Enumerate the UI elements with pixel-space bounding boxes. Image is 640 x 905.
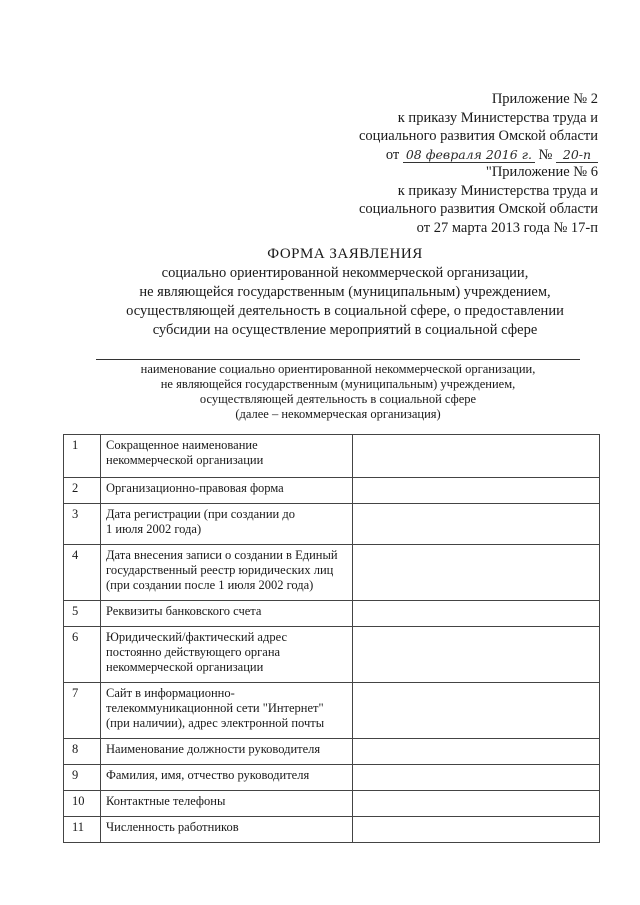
row-label [101,683,353,739]
original-appendix-title: "Приложение № 6 [485,164,598,180]
row-label [101,765,353,791]
row-label [101,478,353,504]
row-label [101,739,353,765]
row-label [101,435,353,478]
row-label-line: некоммерческой организации [106,453,264,467]
row-label-line: Фамилия, имя, отчество руководителя [106,768,310,782]
row-number: 2 [64,478,101,504]
row-label [101,817,353,843]
organization-info-table [63,434,600,843]
row-value-cell[interactable] [353,435,600,478]
table-row [64,739,600,765]
form-subtitle-line-2: не являющейся государственным (муниципальным) учреждением, [139,284,551,300]
organization-name-caption [80,362,596,422]
caption-line-3: осуществляющей деятельность в социальной сфере [199,392,477,406]
row-label-line: Реквизиты банковского счета [106,604,262,618]
row-label [101,627,353,683]
row-number: 8 [64,739,101,765]
table-row [64,817,600,843]
row-label-line: Численность работников [106,820,239,834]
row-number: 9 [64,765,101,791]
row-value-cell[interactable] [353,627,600,683]
caption-line-2: не являющейся государственным (муниципальным) учреждением, [160,377,516,391]
row-value-cell[interactable] [353,601,600,627]
table-body [64,435,600,843]
original-date-line: от 27 марта 2013 года № 17-п [416,219,598,236]
form-subtitle-line-1: социально ориентированной некоммерческой организации, [161,265,529,281]
row-label-line: Сайт в информационно- [106,686,235,700]
table-row [64,627,600,683]
row-label-line: некоммерческой организации [106,660,264,674]
row-label-line: Юридический/фактический адрес [106,630,287,644]
form-subtitle-line-4: субсидии на осуществление мероприятий в социальной сфере [152,322,538,338]
row-label-line: Сокращенное наименование [106,438,258,452]
table-row [64,765,600,791]
row-label-line: 1 июля 2002 года) [106,522,202,536]
row-number: 6 [64,627,101,683]
row-label-line: (при создании после 1 июля 2002 года) [106,578,314,592]
original-order-line: к приказу Министерства труда и [397,182,598,199]
table-row [64,504,600,545]
appendix-title: Приложение № 2 [491,91,598,107]
appendix-header [359,90,598,164]
row-number: 4 [64,545,101,601]
number-sign: № [538,146,553,163]
row-value-cell[interactable] [353,478,600,504]
organization-name-line [96,359,580,360]
handwritten-date: 08 февраля 2016 г. [403,148,535,163]
row-number: 3 [64,504,101,545]
caption-line-4: (далее – некоммерческая организация) [235,407,441,421]
appendix-date-line [359,146,598,165]
handwritten-number: 20-п [556,148,598,163]
row-label [101,545,353,601]
row-value-cell[interactable] [353,765,600,791]
row-label [101,601,353,627]
row-label-line: Наименование должности руководителя [106,742,321,756]
row-label [101,791,353,817]
form-title-block [95,245,595,340]
table-row [64,791,600,817]
row-value-cell[interactable] [353,683,600,739]
table-row [64,545,600,601]
row-label [101,504,353,545]
row-label-line: Контактные телефоны [106,794,226,808]
row-value-cell[interactable] [353,504,600,545]
form-heading: ФОРМА ЗАЯВЛЕНИЯ [267,246,423,262]
table-row [64,683,600,739]
appendix-ministry-line: социального развития Омской области [359,128,598,144]
row-value-cell[interactable] [353,739,600,765]
table-row [64,435,600,478]
row-label-line: Организационно-правовая форма [106,481,284,495]
original-appendix-header [359,163,598,237]
caption-line-1: наименование социально ориентированной некоммерческой организации, [140,362,536,376]
row-number: 7 [64,683,101,739]
table-row [64,601,600,627]
from-label: от [385,146,400,163]
original-ministry-line: социального развития Омской области [359,201,598,217]
row-value-cell[interactable] [353,545,600,601]
appendix-order-line: к приказу Министерства труда и [397,109,598,126]
row-value-cell[interactable] [353,817,600,843]
table-row [64,478,600,504]
row-label-line: телекоммуникационной сети "Интернет" [106,701,324,715]
form-subtitle-line-3: осуществляющей деятельность в социальной сфере, о предоставлении [126,303,564,319]
row-number: 5 [64,601,101,627]
row-label-line: Дата внесения записи о создании в Единый [106,548,338,562]
row-number: 11 [64,817,101,843]
row-number: 10 [64,791,101,817]
row-value-cell[interactable] [353,791,600,817]
row-label-line: государственный реестр юридических лиц [106,563,334,577]
row-number: 1 [64,435,101,478]
row-label-line: постоянно действующего органа [106,645,281,659]
row-label-line: (при наличии), адрес электронной почты [106,716,325,730]
row-label-line: Дата регистрации (при создании до [106,507,295,521]
